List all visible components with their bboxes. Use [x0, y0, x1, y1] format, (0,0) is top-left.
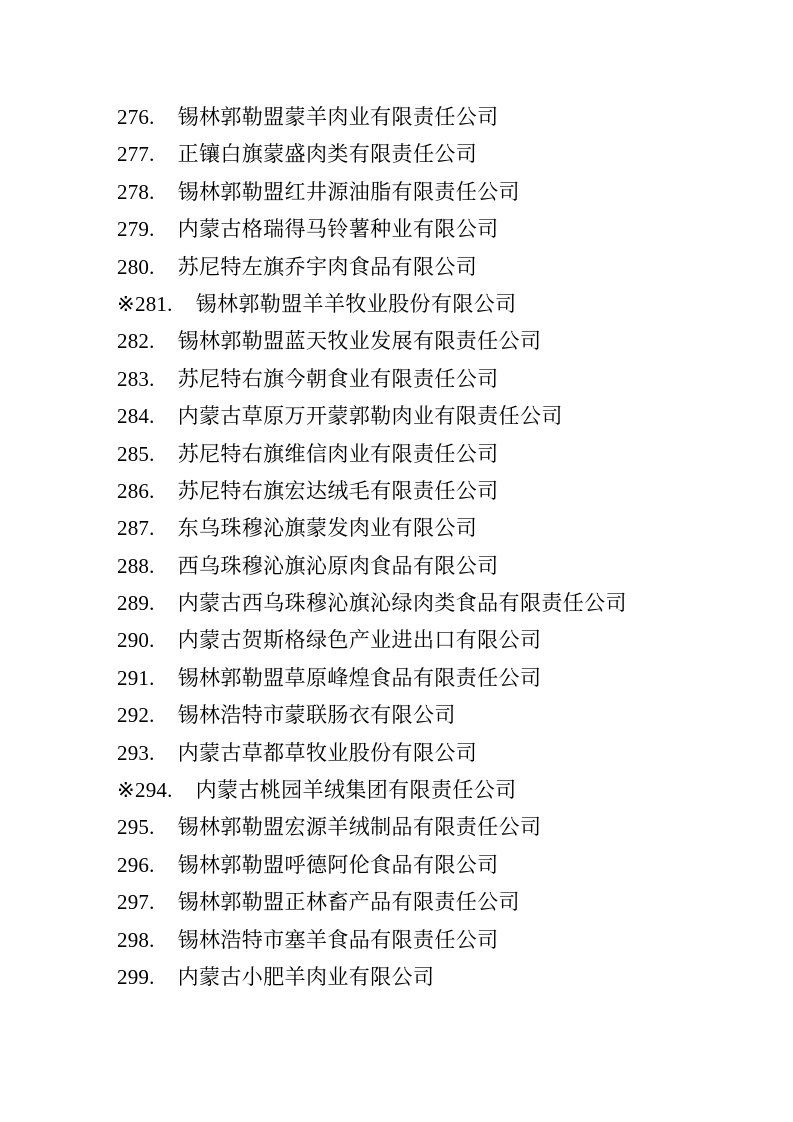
company-list-item	[117, 136, 753, 173]
company-name: 内蒙古格瑞得马铃薯种业有限公司	[177, 217, 499, 242]
reference-mark: ※	[117, 778, 135, 803]
item-number: 299.	[117, 964, 155, 989]
company-list-item	[117, 249, 753, 286]
item-number: 279.	[117, 217, 155, 242]
item-number: 297.	[117, 890, 155, 915]
company-name: 苏尼特右旗今朝食业有限责任公司	[177, 366, 499, 391]
company-list-item	[117, 361, 753, 398]
reference-mark: ※	[117, 291, 135, 316]
company-list-item	[117, 398, 753, 435]
item-number: 286.	[117, 478, 155, 503]
company-name: 锡林郭勒盟红井源油脂有限责任公司	[177, 179, 520, 204]
company-list-item	[117, 510, 753, 547]
item-number: 294.	[135, 778, 173, 803]
company-name: 锡林郭勒盟呼德阿伦食品有限公司	[177, 852, 499, 877]
company-list-item	[117, 660, 753, 697]
company-list-item	[117, 884, 753, 921]
company-name: 锡林郭勒盟正林畜产品有限责任公司	[177, 890, 520, 915]
company-name: 东乌珠穆沁旗蒙发肉业有限公司	[177, 516, 478, 541]
item-number: 277.	[117, 142, 155, 167]
company-name: 锡林浩特市蒙联肠衣有限公司	[177, 703, 456, 728]
company-name: 锡林郭勒盟羊羊牧业股份有限公司	[195, 291, 517, 316]
item-number: 285.	[117, 441, 155, 466]
company-list-item	[117, 772, 753, 809]
company-list-item	[117, 436, 753, 473]
item-number: 284.	[117, 404, 155, 429]
company-name: 锡林郭勒盟蒙羊肉业有限责任公司	[177, 105, 499, 129]
company-name: 锡林郭勒盟宏源羊绒制品有限责任公司	[177, 815, 542, 840]
item-number: 293.	[117, 740, 155, 765]
company-list-item	[117, 585, 753, 622]
company-list-item	[117, 174, 753, 211]
company-list-item	[117, 286, 753, 323]
company-name: 锡林郭勒盟草原峰煌食品有限责任公司	[177, 665, 542, 690]
company-list-item	[117, 211, 753, 248]
company-name: 内蒙古草都草牧业股份有限公司	[177, 740, 478, 765]
company-list-item	[117, 959, 753, 996]
item-number: 276.	[117, 105, 155, 129]
item-number: 282.	[117, 329, 155, 354]
company-name: 苏尼特右旗维信肉业有限责任公司	[177, 441, 499, 466]
company-list-item	[117, 697, 753, 734]
item-number: 295.	[117, 815, 155, 840]
company-list-item	[117, 922, 753, 959]
company-list-item	[117, 809, 753, 846]
item-number: 290.	[117, 628, 155, 653]
item-number: 278.	[117, 179, 155, 204]
company-list-item	[117, 548, 753, 585]
company-name: 内蒙古草原万开蒙郭勒肉业有限责任公司	[177, 404, 563, 429]
company-name: 锡林浩特市塞羊食品有限责任公司	[177, 927, 499, 952]
company-list-item	[117, 323, 753, 360]
company-list-item	[117, 735, 753, 772]
item-number: 288.	[117, 553, 155, 578]
company-name: 内蒙古小肥羊肉业有限公司	[177, 964, 435, 989]
item-number: 296.	[117, 852, 155, 877]
company-name: 内蒙古西乌珠穆沁旗沁绿肉类食品有限责任公司	[177, 591, 627, 616]
item-number: 291.	[117, 665, 155, 690]
item-number: 283.	[117, 366, 155, 391]
item-number: 281.	[135, 291, 173, 316]
item-number: 292.	[117, 703, 155, 728]
company-name: 西乌珠穆沁旗沁原肉食品有限公司	[177, 553, 499, 578]
company-name: 正镶白旗蒙盛肉类有限责任公司	[177, 142, 478, 167]
company-list-item	[117, 847, 753, 884]
company-list-item	[117, 99, 753, 136]
company-name: 苏尼特右旗宏达绒毛有限责任公司	[177, 478, 499, 503]
company-list-item	[117, 622, 753, 659]
company-list	[117, 99, 753, 996]
item-number: 280.	[117, 254, 155, 279]
item-number: 289.	[117, 591, 155, 616]
item-number: 287.	[117, 516, 155, 541]
company-name: 内蒙古贺斯格绿色产业进出口有限公司	[177, 628, 542, 653]
company-name: 苏尼特左旗乔宇肉食品有限公司	[177, 254, 478, 279]
company-name: 内蒙古桃园羊绒集团有限责任公司	[195, 778, 517, 803]
item-number: 298.	[117, 927, 155, 952]
company-name: 锡林郭勒盟蓝天牧业发展有限责任公司	[177, 329, 542, 354]
company-list-item	[117, 473, 753, 510]
